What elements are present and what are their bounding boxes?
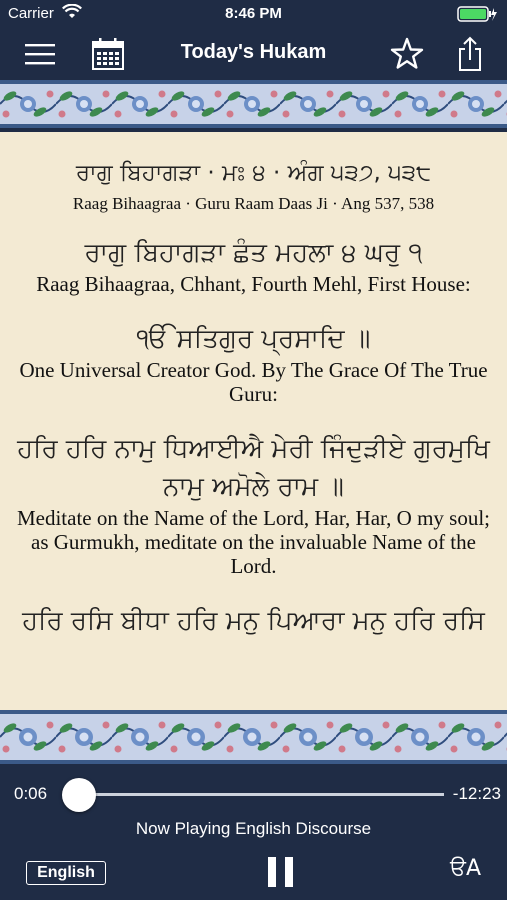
- audio-player: [0, 764, 507, 900]
- verse-block: [0, 234, 507, 296]
- verse-gurmukhi: ਹਰਿ ਰਸਿ ਬੀਧਾ ਹਰਿ ਮਨੁ ਪਿਆਰਾ ਮਨੁ ਹਰਿ ਰਸਿ: [22, 606, 485, 636]
- verse-block: [0, 320, 507, 406]
- verse-english: Raag Bihaagraa, Chhant, Fourth Mehl, First House:: [36, 272, 471, 296]
- hukam-content: [0, 132, 507, 710]
- verse-english: Raag Bihaagraa · Guru Raam Daas Ji · Ang 537, 538: [72, 194, 435, 213]
- verse-gurmukhi: ਹਰਿ ਹਰਿ ਨਾਮੁ ਧਿਆਈਐ ਮੇਰੀ ਜਿੰਦੁੜੀਏ ਗੁਰਮੁਖਿ ਨਾਮੁ ਅਮੋਲੇ ਰਾਮ ॥: [17, 434, 490, 502]
- carrier-label: Carrier: [8, 5, 54, 22]
- verse-english: Meditate on the Name of the Lord, Har, Har, O my soul; as Gurmukh, meditate on the invaluable Name of the Lord.: [16, 506, 491, 578]
- share-icon[interactable]: [452, 36, 488, 72]
- verse-block: [0, 154, 507, 216]
- floral-pattern: [0, 84, 507, 124]
- verse-gurmukhi: ਰਾਗੁ ਬਿਹਾਗੜਾ ਛੰਤ ਮਹਲਾ ੪ ਘਰੁ ੧: [84, 238, 423, 268]
- battery-icon: [457, 6, 497, 22]
- translate-icon[interactable]: ੳA: [449, 856, 481, 881]
- language-button[interactable]: English: [26, 861, 106, 885]
- verse-block: [0, 602, 507, 640]
- floral-pattern: [0, 714, 507, 760]
- status-bar: [0, 0, 507, 28]
- nav-bar: [0, 28, 507, 80]
- now-playing-label: Now Playing English Discourse: [135, 819, 372, 838]
- status-time: 8:46 PM: [225, 5, 282, 22]
- verse-english: One Universal Creator God. By The Grace Of The True Guru:: [19, 358, 488, 406]
- verse-block: [0, 430, 507, 578]
- progress-slider-thumb[interactable]: [62, 778, 96, 812]
- remaining-time: -12:23: [452, 784, 501, 803]
- pause-icon[interactable]: [268, 857, 294, 887]
- star-icon[interactable]: [389, 36, 425, 72]
- decorative-border-top: [0, 80, 507, 128]
- verse-gurmukhi: ਰਾਗੁ ਬਿਹਾਗੜਾ · ਮਃ ੪ · ਅੰਗ ੫੩੭, ੫੩੮: [75, 160, 432, 186]
- verse-gurmukhi: ੴ ਸਤਿਗੁਰ ਪ੍ਰਸਾਦਿ ॥: [136, 324, 371, 354]
- page-title: Today's Hukam: [180, 41, 327, 63]
- elapsed-time: 0:06: [14, 784, 48, 803]
- progress-track[interactable]: [76, 793, 444, 796]
- decorative-border-bottom: [0, 710, 507, 764]
